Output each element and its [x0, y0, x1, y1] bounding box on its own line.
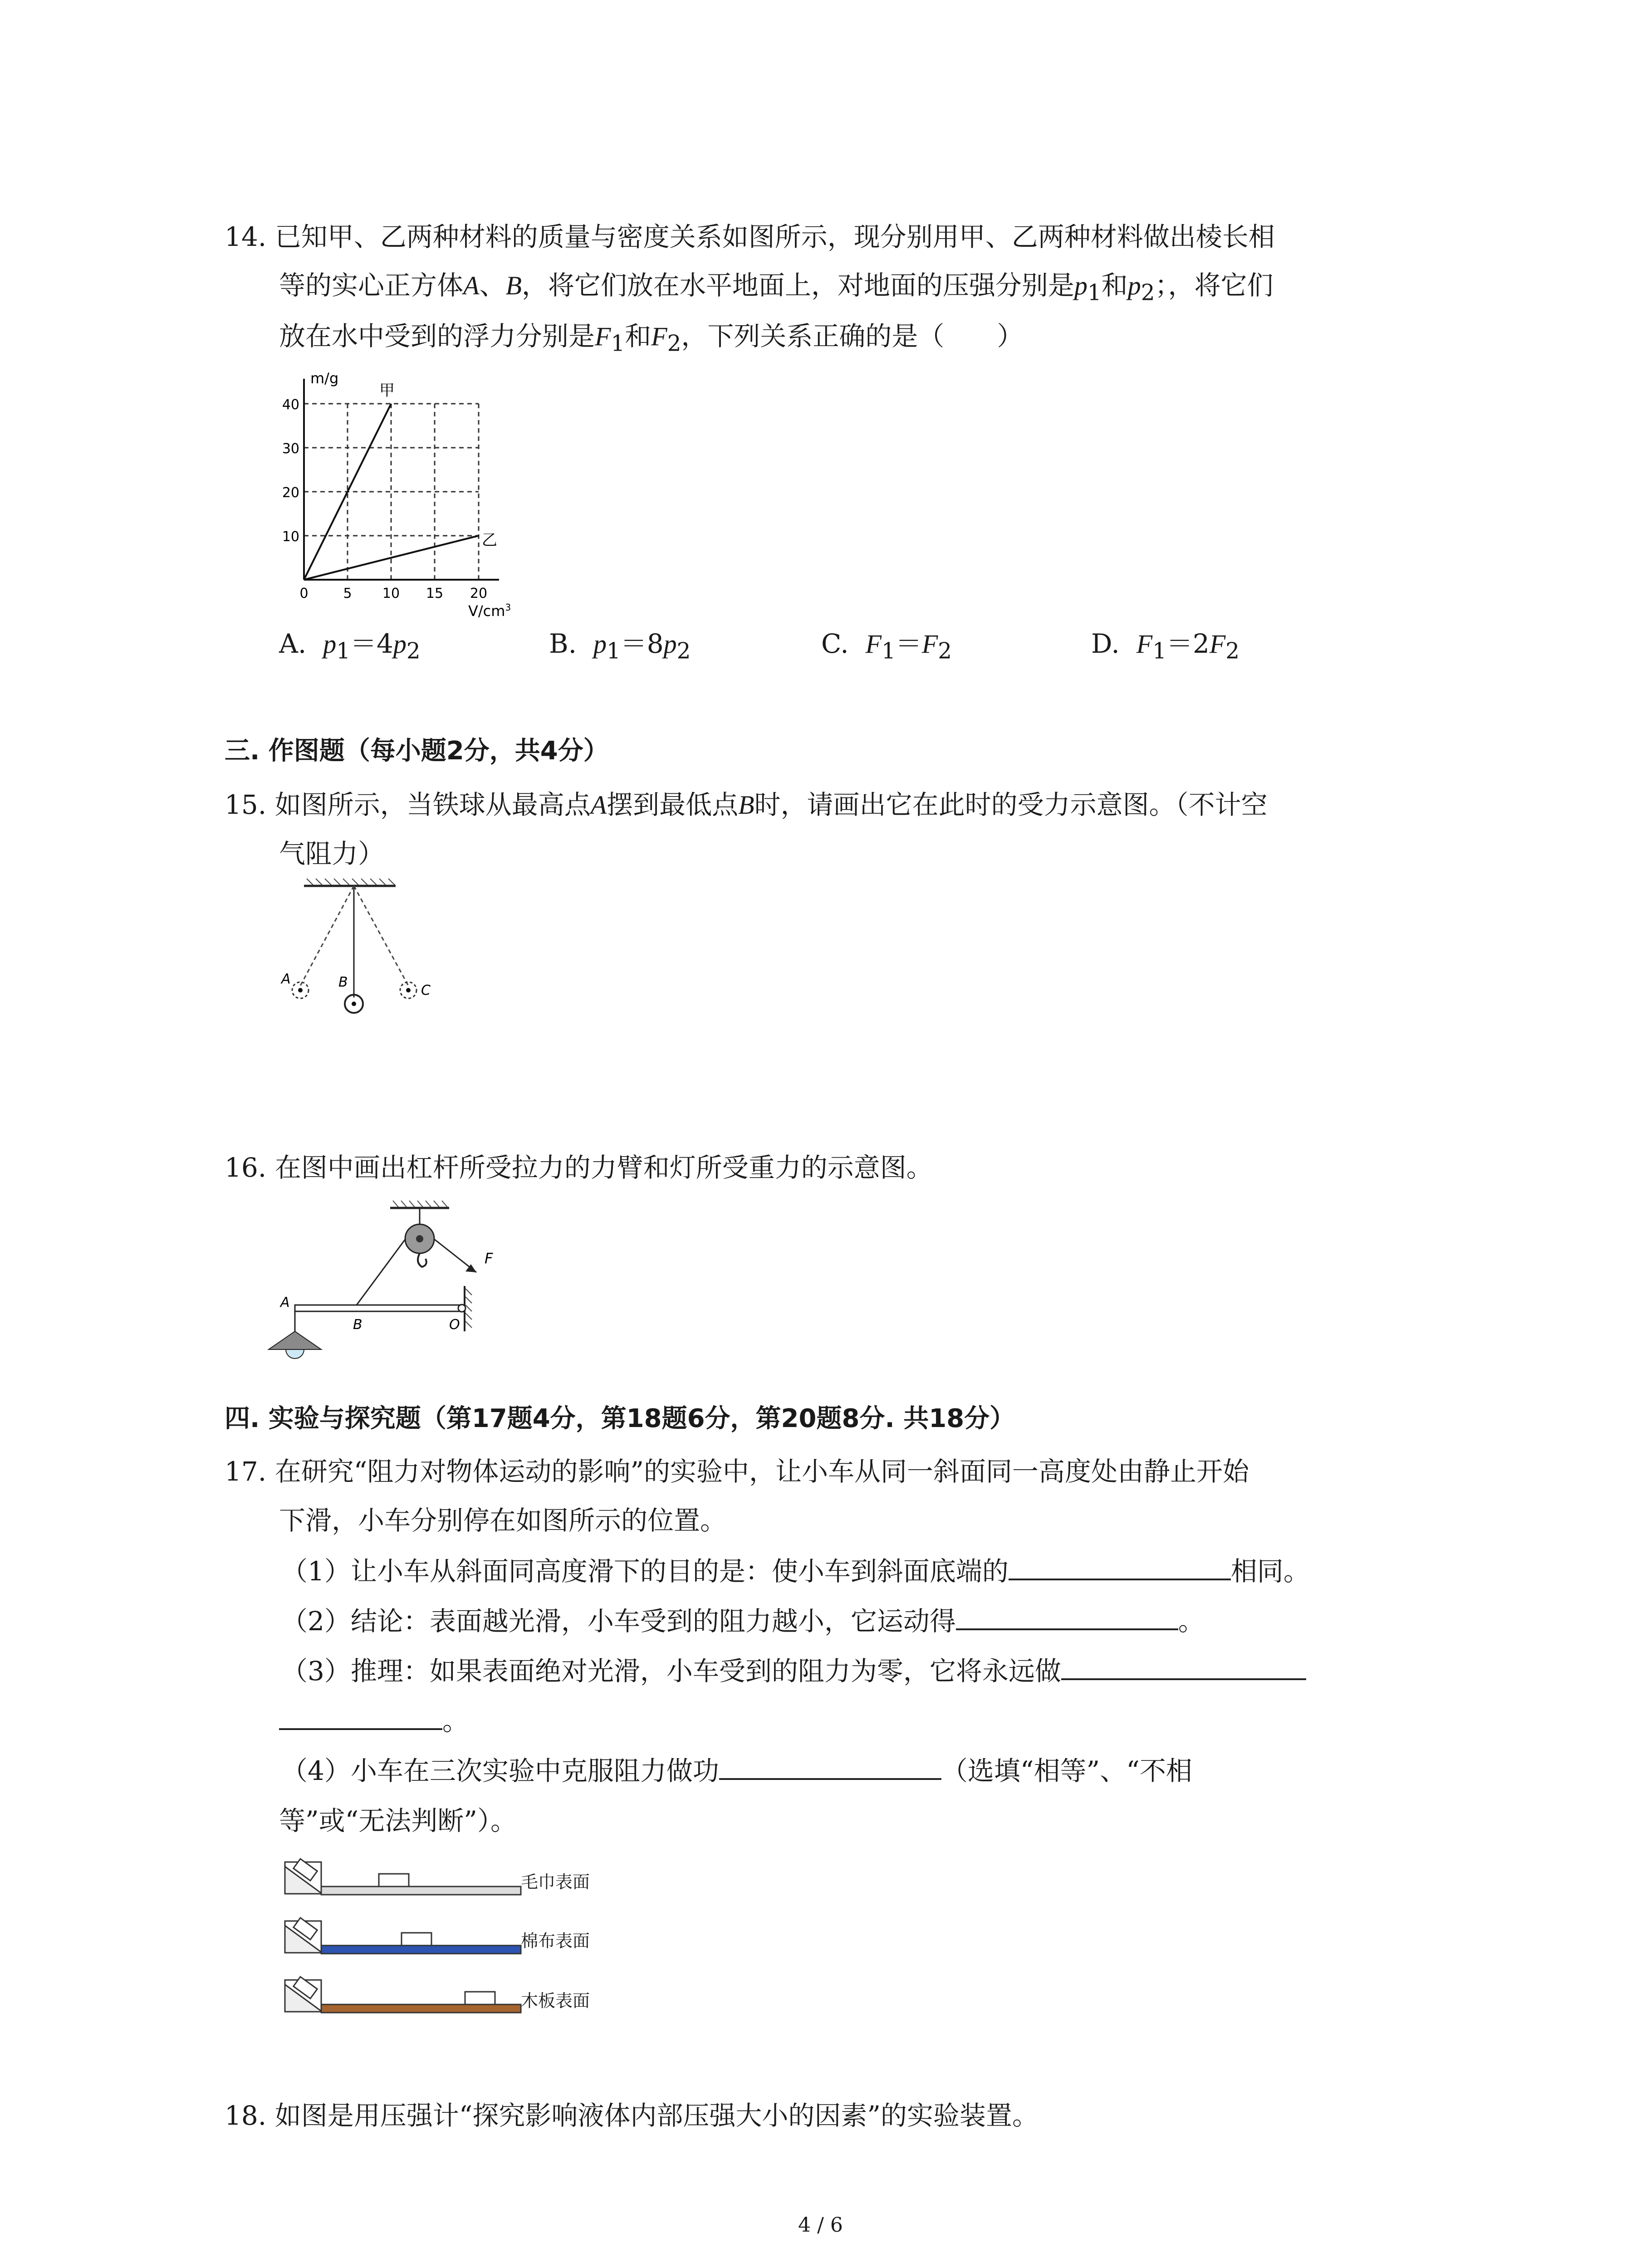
option-letter: D. — [1091, 628, 1120, 659]
option-letter: B. — [549, 628, 577, 659]
subscript: 2 — [676, 638, 691, 664]
q17-number: 17. — [225, 1456, 267, 1487]
q17-part1-tail: 相同。 — [1230, 1556, 1310, 1587]
subscript: 1 — [1152, 638, 1166, 664]
line-yi — [304, 536, 479, 580]
opt-var: p — [663, 629, 677, 659]
opt-eq: ＝2 — [1166, 628, 1210, 659]
q17-part1 — [281, 1556, 1310, 1587]
opt-var: F — [865, 629, 882, 659]
opt-eq: ＝ — [895, 628, 922, 659]
q17-part4-cont: 等”或“无法判断”）。 — [279, 1805, 517, 1836]
var-B: B — [738, 790, 754, 820]
q15-text: 时，请画出它在此时的受力示意图。（不计空 — [754, 789, 1268, 820]
opt-eq: ＝8 — [620, 628, 664, 659]
option-c[interactable] — [821, 628, 952, 664]
label-jia: 甲 — [379, 381, 395, 400]
label-O: O — [449, 1317, 460, 1333]
q17-line1 — [225, 1458, 1249, 1485]
label-A: A — [281, 971, 291, 987]
cotton-surface — [321, 1945, 521, 1954]
opt-var: p — [393, 629, 407, 659]
y-tick-40: 40 — [282, 397, 299, 413]
x-tick-15: 15 — [426, 586, 444, 601]
subscript: 1 — [1087, 280, 1102, 306]
var-A: A — [463, 271, 480, 300]
x-tick-5: 5 — [343, 586, 352, 601]
opt-var: F — [1209, 629, 1226, 659]
opt-var: p — [593, 629, 607, 659]
var-F2: F — [651, 322, 667, 351]
surface-label-towel: 毛巾表面 — [521, 1872, 590, 1892]
q17-part3 — [281, 1658, 1306, 1684]
label-yi: 乙 — [482, 531, 497, 549]
towel-surface — [321, 1887, 521, 1895]
q17-text: 在研究“阻力对物体运动的影响”的实验中，让小车从同一斜面同一高度处由静止开始 — [274, 1456, 1249, 1487]
q17-part3-tail: 。 — [442, 1706, 469, 1736]
q17-part4-text: （4）小车在三次实验中克服阻力做功 — [281, 1755, 719, 1786]
option-letter: C. — [821, 628, 849, 659]
ramp-wood — [281, 1966, 535, 2021]
section-3-heading: 三. 作图题（每小题2分，共4分） — [225, 736, 609, 766]
q18-text: 如图是用压强计“探究影响液体内部压强大小的因素”的实验装置。 — [274, 2100, 1038, 2131]
q16-text: 在图中画出杠杆所受拉力的力臂和灯所受重力的示意图。 — [274, 1152, 933, 1183]
q16-line1 — [225, 1154, 933, 1181]
answer-blank-4[interactable] — [719, 1776, 941, 1780]
opt-eq: ＝4 — [350, 628, 393, 659]
q17-part2 — [281, 1606, 1205, 1637]
q17-part2-text: （2）结论：表面越光滑，小车受到的阻力越小，它运动得 — [281, 1606, 956, 1637]
var-A: A — [590, 790, 607, 820]
q14-line1 — [225, 221, 1275, 252]
q14-text: 等的实心正方体 — [279, 270, 464, 301]
surface-label-cotton: 棉布表面 — [521, 1931, 590, 1951]
x-axis-label: $V/cm^3$ — [468, 602, 511, 620]
subscript: 2 — [667, 331, 681, 357]
mass-density-graph — [272, 370, 511, 620]
q14-line2 — [279, 272, 1273, 304]
q15-text: 如图所示，当铁球从最高点 — [274, 789, 591, 820]
q18-number: 18. — [225, 2100, 267, 2131]
ramp-towel — [281, 1848, 535, 1903]
q17-part3-cont — [279, 1708, 469, 1734]
label-A: A — [280, 1295, 290, 1310]
y-axis-label: m/g — [310, 370, 339, 387]
x-tick-10: 10 — [382, 586, 400, 601]
subscript: 2 — [938, 638, 952, 664]
subscript: 1 — [336, 638, 350, 664]
option-a[interactable] — [279, 628, 421, 664]
q15-text: 摆到最低点 — [607, 789, 739, 820]
section-4-heading: 四. 实验与探究题（第17题4分，第18题6分，第20题8分. 共18分） — [225, 1404, 1015, 1433]
answer-blank-3a[interactable] — [1061, 1677, 1306, 1680]
y-tick-20: 20 — [282, 485, 299, 501]
y-tick-10: 10 — [282, 529, 299, 545]
q16-number: 16. — [225, 1152, 267, 1183]
q17-part1-text: （1）让小车从斜面同高度滑下的目的是：使小车到斜面底端的 — [281, 1556, 1009, 1587]
subscript: 1 — [882, 638, 896, 664]
surface-label-wood: 木板表面 — [521, 1991, 590, 2011]
x-tick-0: 0 — [299, 586, 309, 601]
subscript: 2 — [1141, 280, 1155, 306]
q18-line1 — [225, 2102, 1038, 2129]
page-number: 4 / 6 — [798, 2214, 843, 2237]
var-F1: F — [595, 322, 611, 351]
option-d[interactable] — [1091, 628, 1240, 664]
label-C: C — [421, 982, 431, 998]
y-tick-30: 30 — [282, 441, 299, 457]
q15-number: 15. — [225, 789, 267, 820]
q14-sep: 、 — [479, 270, 506, 301]
option-b[interactable] — [549, 628, 691, 664]
q17-line2: 下滑，小车分别停在如图所示的位置。 — [279, 1505, 727, 1536]
q15-line2: 气阻力） — [279, 838, 385, 869]
opt-var: p — [323, 629, 337, 659]
q14-text: ，将它们放在水平地面上，对地面的压强分别是 — [521, 270, 1074, 301]
q17-part4-tail: （选填“相等”、“不相 — [941, 1755, 1192, 1786]
car — [402, 1933, 431, 1945]
opt-var: F — [921, 629, 938, 659]
q17-part2-tail: 。 — [1178, 1606, 1205, 1637]
option-letter: A. — [279, 628, 307, 659]
car — [379, 1874, 409, 1887]
var-p2: p — [1127, 271, 1141, 300]
subscript: 1 — [611, 331, 625, 357]
car — [465, 1992, 495, 2004]
q14-text: ；，将它们 — [1155, 270, 1274, 301]
q14-text: ，下列关系正确的是（ ） — [681, 321, 1024, 352]
label-F: F — [485, 1250, 493, 1267]
q14-text-line1: 已知甲、乙两种材料的质量与密度关系如图所示，现分别用甲、乙两种材料做出棱长相 — [274, 221, 1275, 252]
label-B: B — [338, 974, 348, 990]
lamp-bulb — [286, 1349, 304, 1359]
q14-and: 和 — [1101, 270, 1128, 301]
q17-part3-text: （3）推理：如果表面绝对光滑，小车受到的阻力为零，它将永远做 — [281, 1656, 1061, 1686]
subscript: 2 — [1225, 638, 1240, 664]
var-p1: p — [1074, 271, 1087, 300]
x-tick-20: 20 — [470, 586, 488, 601]
lever-bar — [295, 1305, 464, 1311]
q17-part4 — [281, 1755, 1192, 1786]
answer-blank-2[interactable] — [956, 1627, 1178, 1630]
answer-blank-3b[interactable] — [279, 1726, 442, 1730]
q14-number: 14. — [225, 221, 267, 252]
ramp-cotton — [281, 1907, 535, 1962]
lamp-shade — [269, 1331, 321, 1349]
answer-blank-1[interactable] — [1009, 1577, 1231, 1580]
q15-line1 — [225, 789, 1268, 820]
subscript: 1 — [606, 638, 621, 664]
q14-text: 放在水中受到的浮力分别是 — [279, 321, 595, 352]
label-B: B — [353, 1317, 362, 1333]
q14-and: 和 — [625, 321, 652, 352]
wood-surface — [321, 2004, 521, 2013]
lever-figure — [281, 1200, 535, 1381]
pendulum-figure — [277, 878, 458, 1023]
opt-var: F — [1136, 629, 1153, 659]
var-B: B — [505, 271, 522, 300]
subscript: 2 — [406, 638, 421, 664]
q14-line3 — [279, 323, 1023, 355]
